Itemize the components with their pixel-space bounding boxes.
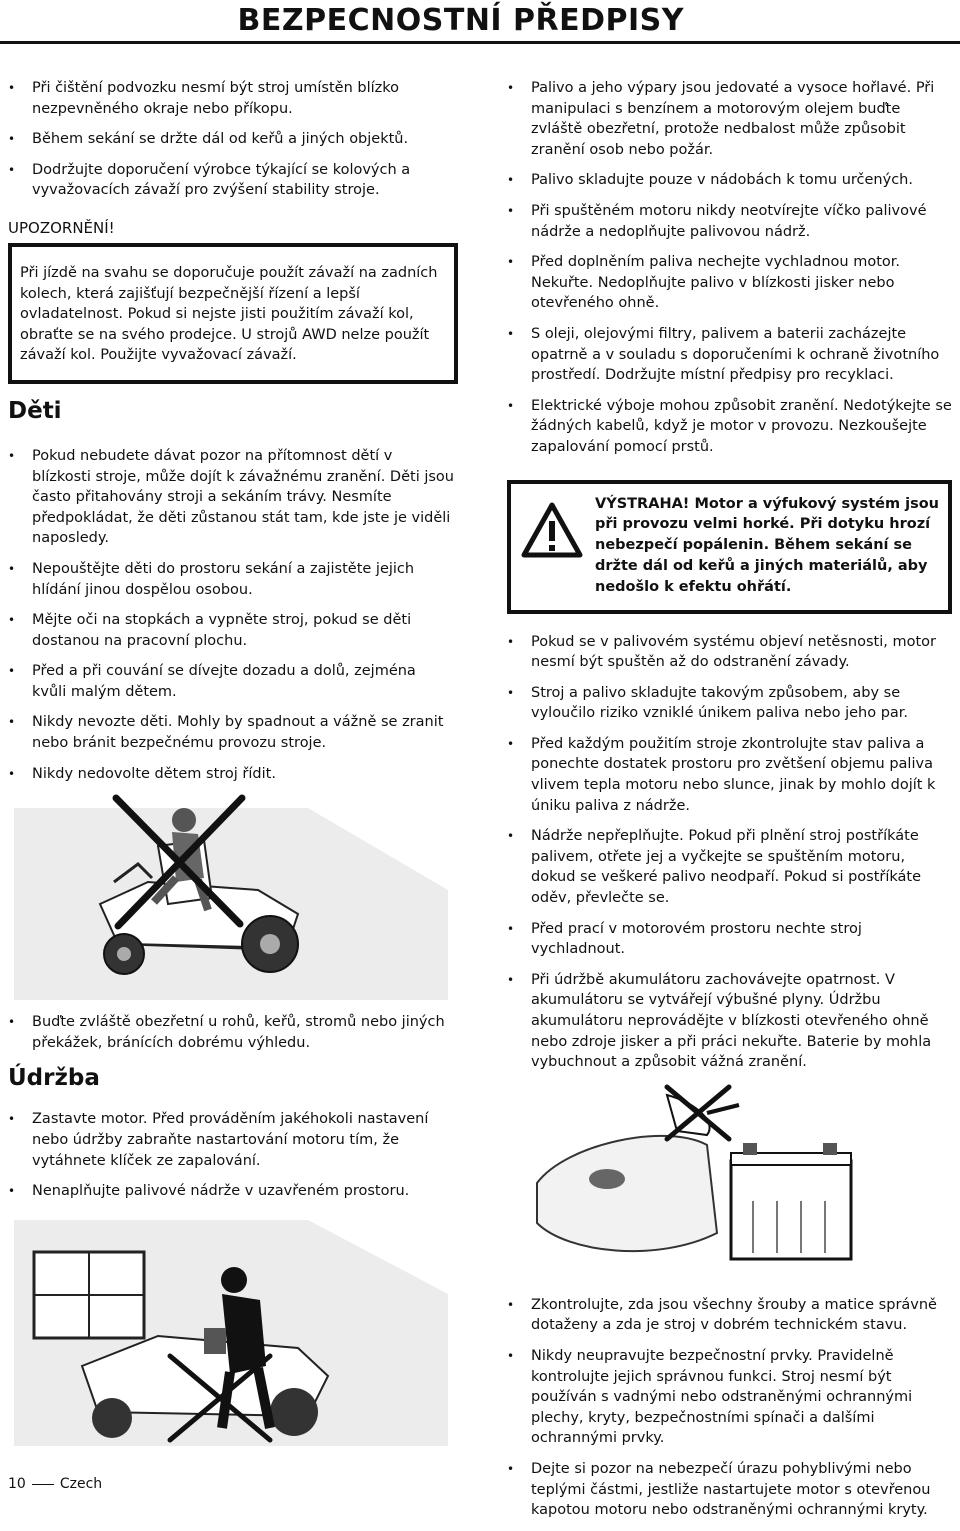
list-item: • Před doplněním paliva nechejte vychladnou motor. Nekuřte. Nedoplňujte palivo v blízkosti jisker nebo otevřeného ohně. <box>507 252 952 314</box>
footer-dash <box>32 1484 54 1485</box>
child-on-mower-illustration <box>8 794 454 1000</box>
warning-text: VÝSTRAHA! Motor a výfukový systém jsou při provozu velmi horké. Při dotyku hrozí nebezpečí popálenin. Během sekání se držte dál od keřů a jiných materiálů, aby nedošlo k efektu ohřátí. <box>595 495 939 595</box>
list-item: • Mějte oči na stopkách a vypněte stroj, pokud se děti dostanou na pracovní plochu. <box>8 610 454 651</box>
list-item: • Během sekání se držte dál od keřů a jiných objektů. <box>8 129 454 150</box>
right-column <box>507 78 952 1531</box>
page-footer <box>8 1476 102 1492</box>
list-item: • Při údržbě akumulátoru zachovávejte opatrnost. V akumulátoru se vytvářejí výbušné plyny. Údržbu akumulátoru neprovádějte v blízkosti otevřeného ohně nebo zdroje jisker a při práci nekuřte. Baterie by mohla vybuchnout a způsobit vážná zranění. <box>507 970 952 1073</box>
inspection-bullet-list <box>507 1295 952 1521</box>
list-item: • Nádrže nepřeplňujte. Pokud při plnění stroj postříkáte palivem, otřete jej a vyčkejte se spuštěním motoru, dokud se veškeré palivo neodpaří. Pokud si postříkáte oděv, převlečte se. <box>507 826 952 908</box>
intro-bullet-list <box>8 78 454 201</box>
notice-box <box>8 243 458 384</box>
list-item: • Elektrické výboje mohou způsobit zranění. Nedotýkejte se žádných kabelů, když je motor v provozu. Nezkoušejte zapalování pomocí prstů. <box>507 396 952 458</box>
left-column <box>8 78 454 1446</box>
section-heading-maintenance: Údržba <box>8 1065 100 1092</box>
warning-box <box>507 480 952 614</box>
list-item: • Palivo skladujte pouze v nádobách k tomu určených. <box>507 170 952 191</box>
fuel-handling-bullet-list <box>507 632 952 1073</box>
notice-text: Při jízdě na svahu se doporučuje použít závaží na zadních kolech, která zajišťují bezpečnější řízení a lepší ovladatelnost. Pokud si nejste jisti použitím závaží kol, obraťte se na svého prodejce. U strojů AWD nelze použít závaží kol. Použijte vyvažovací závaží. <box>20 264 438 364</box>
obstacles-bullet-list <box>8 1012 454 1053</box>
footer-language: Czech <box>59 1476 103 1492</box>
list-item: • Palivo a jeho výpary jsou jedovaté a vysoce hořlavé. Při manipulaci s benzínem a motorovým olejem buďte zvláště obezřetní, protože nedbalost může způsobit zranění osob nebo požár. <box>507 78 952 160</box>
list-item: • Zastavte motor. Před prováděním jakéhokoli nastavení nebo údržby zabraňte nastartování motoru tím, že vytáhnete klíček ze zapalování. <box>8 1109 454 1171</box>
list-item: • Dejte si pozor na nebezpečí úrazu pohyblivými nebo teplými částmi, jestliže nastartujete motor s otevřenou kapotou motoru nebo odstraněnými ochrannými kryty. <box>507 1459 952 1521</box>
list-item: • Při spuštěném motoru nikdy neotvírejte víčko palivové nádrže a nedoplňujte palivovou nádrž. <box>507 201 952 242</box>
list-item: • Před a při couvání se dívejte dozadu a dolů, zejména kvůli malým dětem. <box>8 661 454 702</box>
maintenance-bullet-list <box>8 1109 454 1201</box>
list-item: • Při čištění podvozku nesmí být stroj umístěn blízko nezpevněného okraje nebo příkopu. <box>8 78 454 119</box>
list-item: • Pokud se v palivovém systému objeví netěsnosti, motor nesmí být spuštěn až do odstranění závady. <box>507 632 952 673</box>
header-rule <box>0 41 960 44</box>
list-item: • Nikdy nedovolte dětem stroj řídit. <box>8 764 454 785</box>
children-bullet-list <box>8 446 454 784</box>
list-item: • Zkontrolujte, zda jsou všechny šrouby a matice správně dotaženy a zda je stroj v dobrém technickém stavu. <box>507 1295 952 1336</box>
list-item: • Nikdy nevozte děti. Mohly by spadnout a vážně se zranit nebo bránit bezpečnému provozu stroje. <box>8 712 454 753</box>
list-item: • Stroj a palivo skladujte takovým způsobem, aby se vyloučilo riziko vzniklé únikem paliva nebo jeho par. <box>507 683 952 724</box>
indoor-refuel-illustration <box>8 1216 454 1446</box>
list-item: • Buďte zvláště obezřetní u rohů, keřů, stromů nebo jiných překážek, bránících dobrému výhledu. <box>8 1012 454 1053</box>
page-header <box>0 0 960 44</box>
list-item: • Před prací v motorovém prostoru nechte stroj vychladnout. <box>507 919 952 960</box>
list-item: • Dodržujte doporučení výrobce týkající se kolových a vyvažovacích závaží pro zvýšení stability stroje. <box>8 160 454 201</box>
list-item: • Nepouštějte děti do prostoru sekání a zajistěte jejich hlídání jinou dospělou osobou. <box>8 559 454 600</box>
battery-no-smoking-illustration <box>507 1083 952 1283</box>
section-heading-children: Děti <box>8 397 62 424</box>
warning-triangle-icon <box>521 502 583 558</box>
fuel-bullet-list <box>507 78 952 458</box>
list-item: • Nenaplňujte palivové nádrže v uzavřeném prostoru. <box>8 1181 454 1202</box>
list-item: • Pokud nebudete dávat pozor na přítomnost dětí v blízkosti stroje, může dojít k závažnému zranění. Děti jsou často přitahovány stroji a sekáním trávy. Nesmíte předpokládat, že děti zůstanou stát tam, kde jste je viděli naposledy. <box>8 446 454 549</box>
list-item: • S oleji, olejovými filtry, palivem a baterii zacházejte opatrně a v souladu s doporučeními k ochraně životního prostředí. Dodržujte místní předpisy pro recyklaci. <box>507 324 952 386</box>
notice-label: UPOZORNĚNÍ! <box>8 218 115 237</box>
list-item: • Nikdy neupravujte bezpečnostní prvky. Pravidelně kontrolujte jejich správnou funkci. Stroj nesmí být používán s vadnými nebo odstraněnými ochrannými plechy, kryty, bezpečnostními spínači a dalšími ochrannými prvky. <box>507 1346 952 1449</box>
page-title: BEZPECNOSTNÍ PŘEDPISY <box>237 3 684 38</box>
page-number: 10 <box>8 1476 26 1492</box>
list-item: • Před každým použitím stroje zkontrolujte stav paliva a ponechte dostatek prostoru pro zvětšení objemu paliva vlivem tepla motoru nebo slunce, jinak by mohlo dojít k úniku paliva z nádrže. <box>507 734 952 816</box>
